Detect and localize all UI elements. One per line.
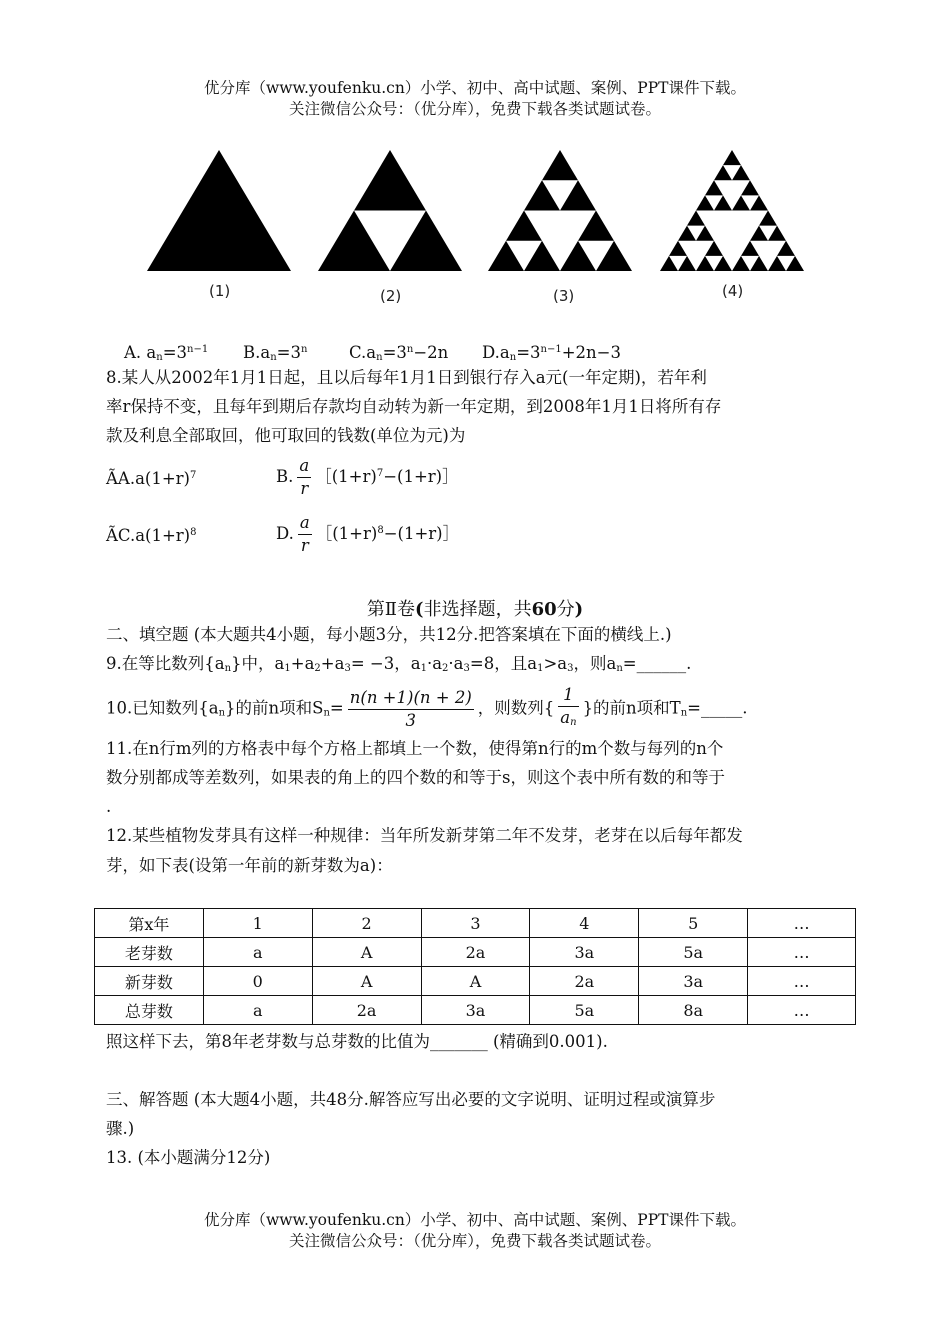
sierpinski-figure-3 xyxy=(488,150,632,271)
table-cell: 5a xyxy=(639,938,748,967)
q9-text: 9.在等比数列$\{a_n\}$中，$a_1+a_2+a_3= -3$，$a_1\cdot a_2\cdot a_3=8$，且$a_1>a_3$，则$a_n=\_\_\_\_\_\_$. xyxy=(106,654,692,674)
table-row xyxy=(95,938,856,967)
sierpinski-figures xyxy=(0,140,950,320)
figure-label-2: (2) xyxy=(380,287,402,305)
table-cell: a xyxy=(203,938,312,967)
q8-line-2: 率r保持不变，且每年到期后存款均自动转为新一年定期，到2008年1月1日将所有存 xyxy=(106,397,722,416)
table-row-header: 新芽数 xyxy=(95,967,204,996)
q8-d-fraction: $\frac{a}{r}$ xyxy=(299,513,310,555)
table-cell: 8a xyxy=(639,996,748,1025)
q7-option-a: A. $a_n=3^{n-1}$ xyxy=(124,343,209,363)
filled-triangle xyxy=(147,150,291,271)
table-cell: … xyxy=(748,967,856,996)
table-row-header: 第x年 xyxy=(95,909,204,938)
footer-line-2: 关注微信公众号：（优分库），免费下载各类试题试卷。 xyxy=(288,1232,661,1250)
q7-option-c: $C.a_n=3^n-2n$ xyxy=(349,343,449,363)
table-cell: … xyxy=(748,909,856,938)
figure-label-1: (1) xyxy=(209,282,231,300)
table-cell: A xyxy=(312,938,421,967)
section-3-line-1: 三、解答题 (本大题4小题，共48分.解答应写出必要的文字说明、证明过程或演算步 xyxy=(106,1090,716,1109)
table-row xyxy=(95,967,856,996)
table-cell: 1 xyxy=(203,909,312,938)
table-cell: … xyxy=(748,938,856,967)
q12-line-2: 芽，如下表(设第一年前的新芽数为a)： xyxy=(106,856,393,875)
q8-line-1: 8.某人从2002年1月1日起，且以后每年1月1日到银行存入a元(一年定期)，若年利 xyxy=(106,368,707,387)
table-cell: 3 xyxy=(421,909,530,938)
figure-label-4: (4) xyxy=(722,282,744,300)
table-cell: 5 xyxy=(639,909,748,938)
footer-line-1: 优分库（www.youfenku.cn）小学、初中、高中试题、案例、PPT课件下载。 xyxy=(203,1211,747,1229)
q10-reciprocal-fraction: $\frac{1}{a_n}$ xyxy=(560,685,577,728)
table-cell: 2a xyxy=(530,967,639,996)
q8-option-d: D. $\frac{a}{r}$ $[(1+r)^8-(1+r)]$ xyxy=(276,513,460,555)
q10-sn-fraction: $\frac{n(n +1)(n + 2)}{3}$ xyxy=(349,687,472,730)
q7-option-b: $B.a_n=3^n$ xyxy=(243,343,308,363)
q10-text: 10.已知数列$\{a_n\}$的前n项和$S_n=$ $\frac{n(n +1)(n + 2)}{3}$ ，则数列{ $\frac{1}{a_n}$ }的前n项和$T_n=\_\_\_\_\_$. xyxy=(106,684,747,734)
sierpinski-figure-4 xyxy=(660,150,804,271)
section-3-line-2: 骤.) xyxy=(106,1119,135,1138)
q8-option-a: $ÃA.a(1+r)^7$ xyxy=(106,469,197,488)
q12-followup: 照这样下去，第8年老芽数与总芽数的比值为_______ (精确到0.001). xyxy=(106,1032,608,1051)
q11-line-3: . xyxy=(106,797,112,816)
q8-option-c: $ÃC.a(1+r)^8$ xyxy=(106,526,197,545)
section-2-title: 第Ⅱ卷(非选择题，共60分) xyxy=(366,599,584,620)
table-cell: 3a xyxy=(421,996,530,1025)
header-line-1: 优分库（www.youfenku.cn）小学、初中、高中试题、案例、PPT课件下载。 xyxy=(203,79,747,97)
sprout-table xyxy=(94,908,856,1025)
header-line-2: 关注微信公众号：（优分库），免费下载各类试题试卷。 xyxy=(288,100,661,118)
table-row-header: 总芽数 xyxy=(95,996,204,1025)
q8-line-3: 款及利息全部取回，他可取回的钱数(单位为元)为 xyxy=(106,426,466,445)
table-row-header: 老芽数 xyxy=(95,938,204,967)
table-cell: A xyxy=(421,967,530,996)
q8-b-fraction: $\frac{a}{r}$ xyxy=(299,456,310,498)
table-cell: 5a xyxy=(530,996,639,1025)
sierpinski-figure-2 xyxy=(318,150,462,271)
table-cell: 4 xyxy=(530,909,639,938)
q8-option-b: B. $\frac{a}{r}$ $[(1+r)^7-(1+r)]$ xyxy=(276,456,459,498)
table-cell: 2a xyxy=(312,996,421,1025)
table-cell: 2a xyxy=(421,938,530,967)
table-cell: … xyxy=(748,996,856,1025)
table-cell: 3a xyxy=(530,938,639,967)
q12-line-1: 12.某些植物发芽具有这样一种规律：当年所发新芽第二年不发芽，老芽在以后每年都发 xyxy=(106,826,743,845)
q13-heading: 13. (本小题满分12分) xyxy=(106,1148,271,1167)
table-cell: 3a xyxy=(639,967,748,996)
table-cell: 0 xyxy=(203,967,312,996)
table-row xyxy=(95,909,856,938)
figure-label-3: (3) xyxy=(553,287,575,305)
table-cell: 2 xyxy=(312,909,421,938)
q11-line-1: 11.在n行m列的方格表中每个方格上都填上一个数，使得第n行的m个数与每列的n个 xyxy=(106,739,724,758)
sierpinski-figure-1 xyxy=(147,150,291,271)
table-cell: a xyxy=(203,996,312,1025)
section-2-instructions: 二、填空题 (本大题共4小题，每小题3分，共12分.把答案填在下面的横线上.) xyxy=(106,625,672,644)
table-cell: A xyxy=(312,967,421,996)
q7-option-d: $D.a_n=3^{n-1}+2n-3$ xyxy=(482,343,621,363)
q11-line-2: 数分别都成等差数列，如果表的角上的四个数的和等于s，则这个表中所有数的和等于 xyxy=(106,768,725,787)
table-row xyxy=(95,996,856,1025)
